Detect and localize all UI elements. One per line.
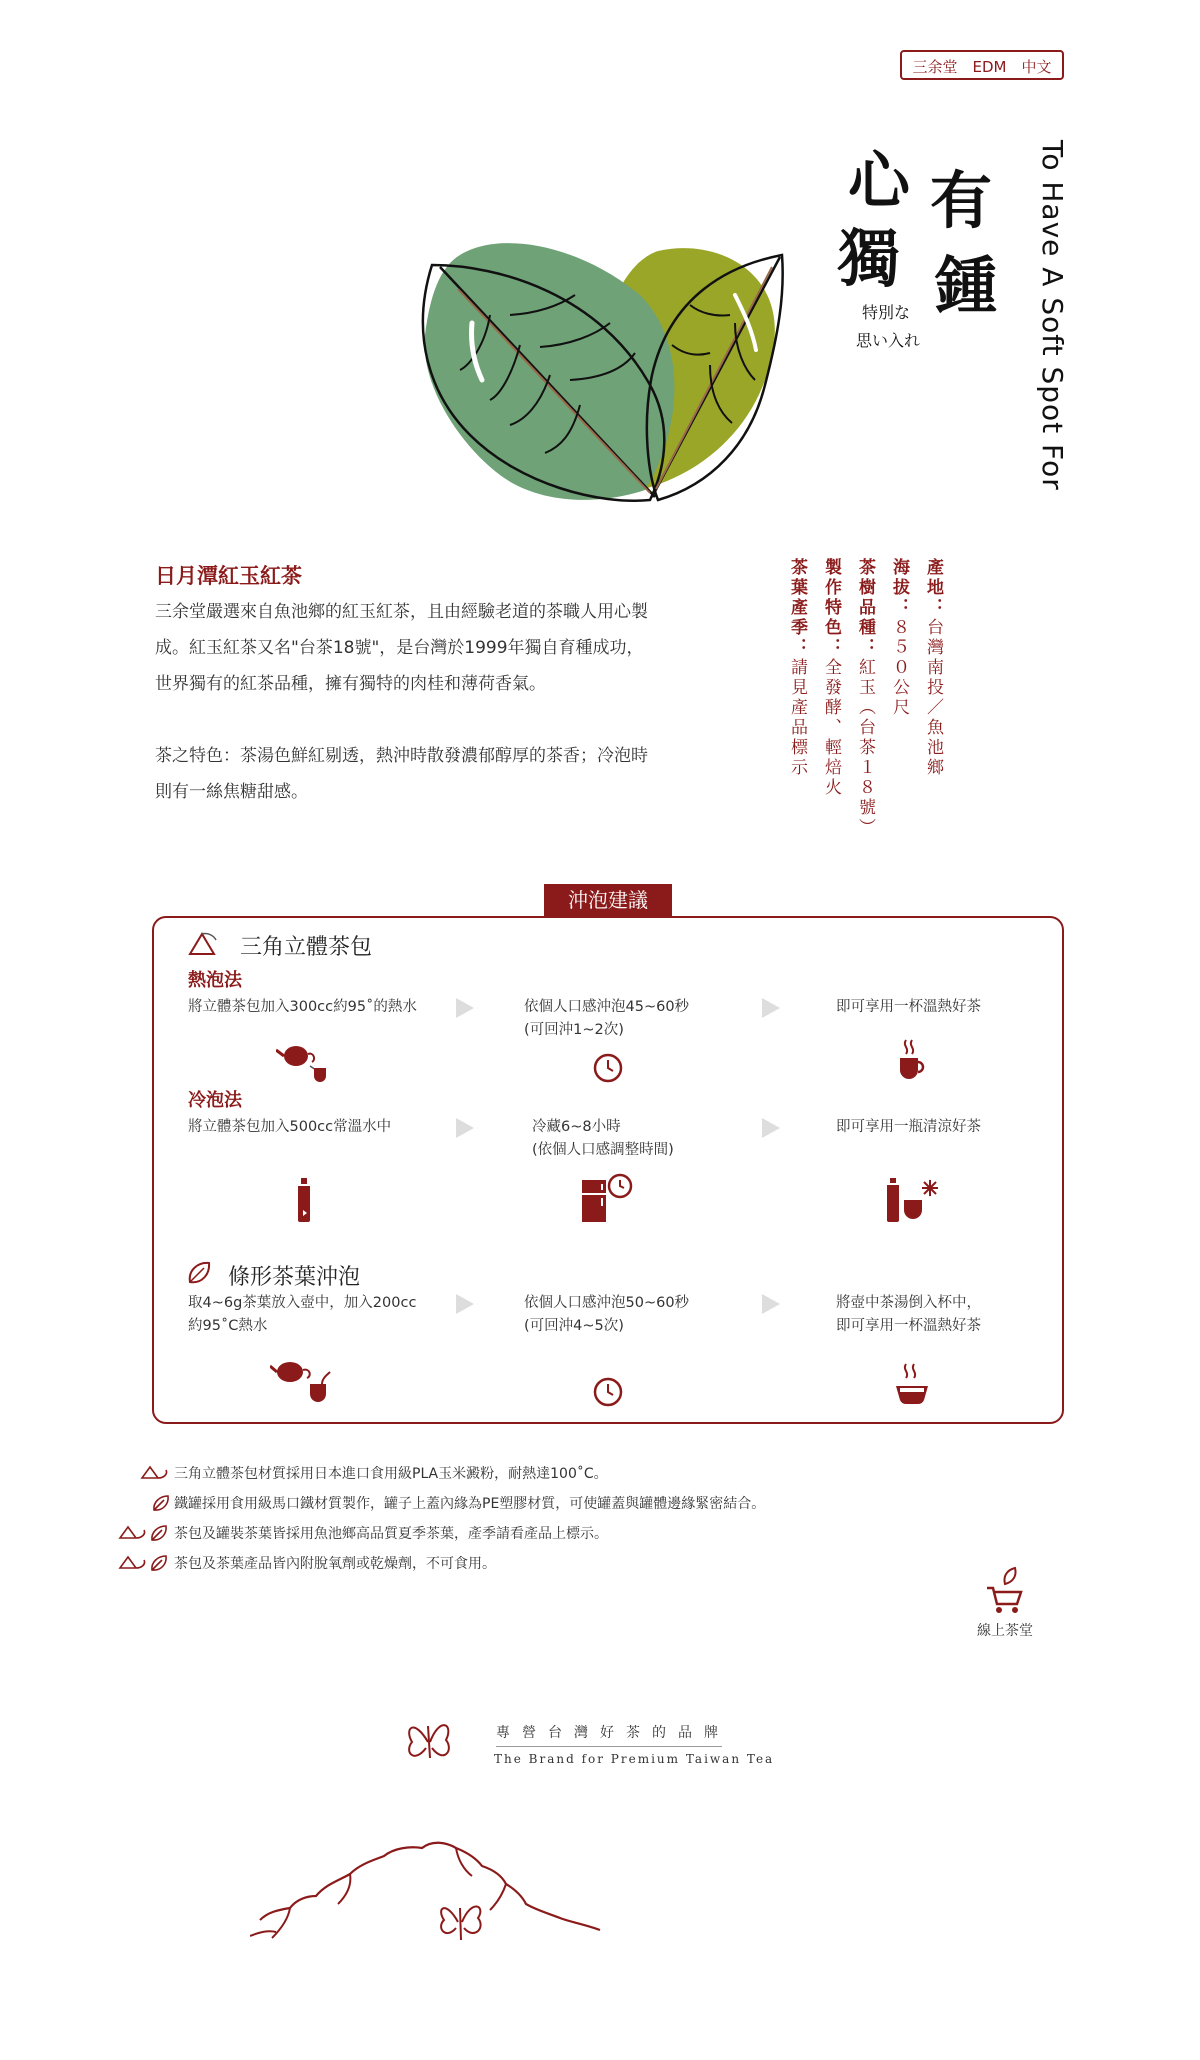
spec-variety: 茶樹品種：紅玉（台茶１８號）	[855, 558, 875, 838]
product-description	[155, 594, 695, 810]
hot-method-label: 熱泡法	[188, 970, 242, 991]
loose-leaf-section-title: 條形茶葉沖泡	[228, 1265, 361, 1290]
title-char-du: 獨	[838, 222, 901, 295]
desc-line: 成。紅玉紅茶又名"台茶18號"，是台灣於1999年獨自育種成功，	[155, 638, 644, 658]
timer-icon	[592, 1052, 624, 1084]
cold-drink-icon	[884, 1176, 944, 1224]
shopping-cart-icon	[983, 1566, 1027, 1616]
hot-step-3: 即可享用一杯溫熱好茶	[836, 999, 981, 1015]
japanese-subtitle-1: 特別な	[862, 303, 911, 322]
mountain-butterfly-illustration	[250, 1800, 620, 1950]
hot-bowl-icon	[894, 1362, 930, 1408]
butterfly-logo-icon	[404, 1712, 454, 1768]
spec-origin: 產地：台灣南投／魚池鄉	[923, 558, 943, 778]
teabag-icon	[186, 930, 220, 958]
online-shop-label: 線上茶堂	[977, 1623, 1033, 1639]
cold-step-1: 將立體茶包加入500cc常溫水中	[188, 1119, 392, 1135]
title-char-zhong: 鍾	[935, 249, 998, 322]
desc-line: 則有一絲焦糖甜感。	[155, 782, 308, 802]
japanese-subtitle-2: 思い入れ	[856, 331, 921, 350]
timer-icon	[592, 1376, 624, 1408]
title-char-xin: 心	[848, 144, 911, 217]
teapot-leaf-icon	[270, 1354, 334, 1404]
hot-step-1: 將立體茶包加入300cc約95˚的熱水	[188, 999, 417, 1015]
hot-cup-icon	[896, 1036, 928, 1084]
language-edm-button[interactable]: 三余堂 EDM 中文	[900, 50, 1064, 80]
step-arrow	[456, 1118, 474, 1138]
loose-step-1: 取4~6g茶葉放入壺中，加入200cc 約95˚C熱水	[188, 1295, 417, 1334]
note-1: 三角立體茶包材質採用日本進口食用級PLA玉米澱粉，耐熱達100˚C。	[174, 1466, 608, 1482]
teapot-pour-icon	[276, 1040, 330, 1082]
brewing-panel	[152, 916, 1064, 1424]
teabag-section-title: 三角立體茶包	[240, 935, 373, 960]
cold-step-3: 即可享用一瓶清涼好茶	[836, 1119, 981, 1135]
step-arrow	[762, 998, 780, 1018]
note-3: 茶包及罐裝茶葉皆採用魚池鄉高品質夏季茶葉，產季請看產品上標示。	[174, 1526, 608, 1542]
step-arrow	[762, 1118, 780, 1138]
teabag-leaf-note-icon	[118, 1524, 170, 1542]
title-char-you: 有	[930, 164, 993, 237]
note-2: 鐵罐採用食用級馬口鐵材質製作，罐子上蓋內緣為PE塑膠材質，可使罐蓋與罐體邊緣緊密結合。	[174, 1496, 766, 1512]
desc-line: 三余堂嚴選來自魚池鄉的紅玉紅茶，且由經驗老道的茶職人用心製	[155, 602, 648, 622]
step-arrow	[456, 998, 474, 1018]
cold-method-label: 冷泡法	[188, 1090, 242, 1111]
leaf-icon	[186, 1260, 212, 1286]
bottle-icon	[294, 1176, 314, 1224]
product-name: 日月潭紅玉紅茶	[155, 564, 302, 588]
online-shop-link[interactable]	[970, 1566, 1040, 1640]
loose-step-2: 依個人口感沖泡50~60秒 (可回沖4~5次)	[524, 1295, 690, 1334]
brewing-tag: 沖泡建議	[544, 884, 672, 916]
spec-season: 茶葉產季：請見產品標示	[787, 558, 807, 778]
teabag-leaf-note-icon	[118, 1554, 170, 1572]
english-subtitle: To Have A Soft Spot For	[1036, 140, 1069, 491]
slogan-divider	[496, 1746, 722, 1747]
cold-step-2: 冷藏6~8小時 (依個人口感調整時間)	[532, 1119, 674, 1158]
desc-line: 茶之特色：茶湯色鮮紅剔透，熱沖時散發濃郁醇厚的茶香；冷泡時	[155, 746, 648, 766]
spec-process: 製作特色：全發酵、輕焙火	[821, 558, 841, 798]
desc-line: 世界獨有的紅茶品種，擁有獨特的肉桂和薄荷香氣。	[155, 674, 546, 694]
brand-slogan-cn: 專營台灣好茶的品牌	[496, 1725, 730, 1741]
step-arrow	[456, 1294, 474, 1314]
brand-slogan-en: The Brand for Premium Taiwan Tea	[494, 1752, 775, 1766]
tea-leaves-illustration	[400, 235, 800, 510]
loose-step-3: 將壺中茶湯倒入杯中， 即可享用一杯溫熱好茶	[836, 1295, 981, 1334]
spec-altitude: 海拔：８５０公尺	[889, 558, 909, 718]
hot-step-2: 依個人口感沖泡45~60秒 (可回沖1~2次)	[524, 999, 690, 1038]
step-arrow	[762, 1294, 780, 1314]
teabag-note-icon	[140, 1464, 170, 1482]
note-4: 茶包及茶葉產品皆內附脫氧劑或乾燥劑，不可食用。	[174, 1556, 496, 1572]
fridge-timer-icon	[580, 1172, 636, 1224]
leaf-note-icon	[152, 1494, 170, 1512]
